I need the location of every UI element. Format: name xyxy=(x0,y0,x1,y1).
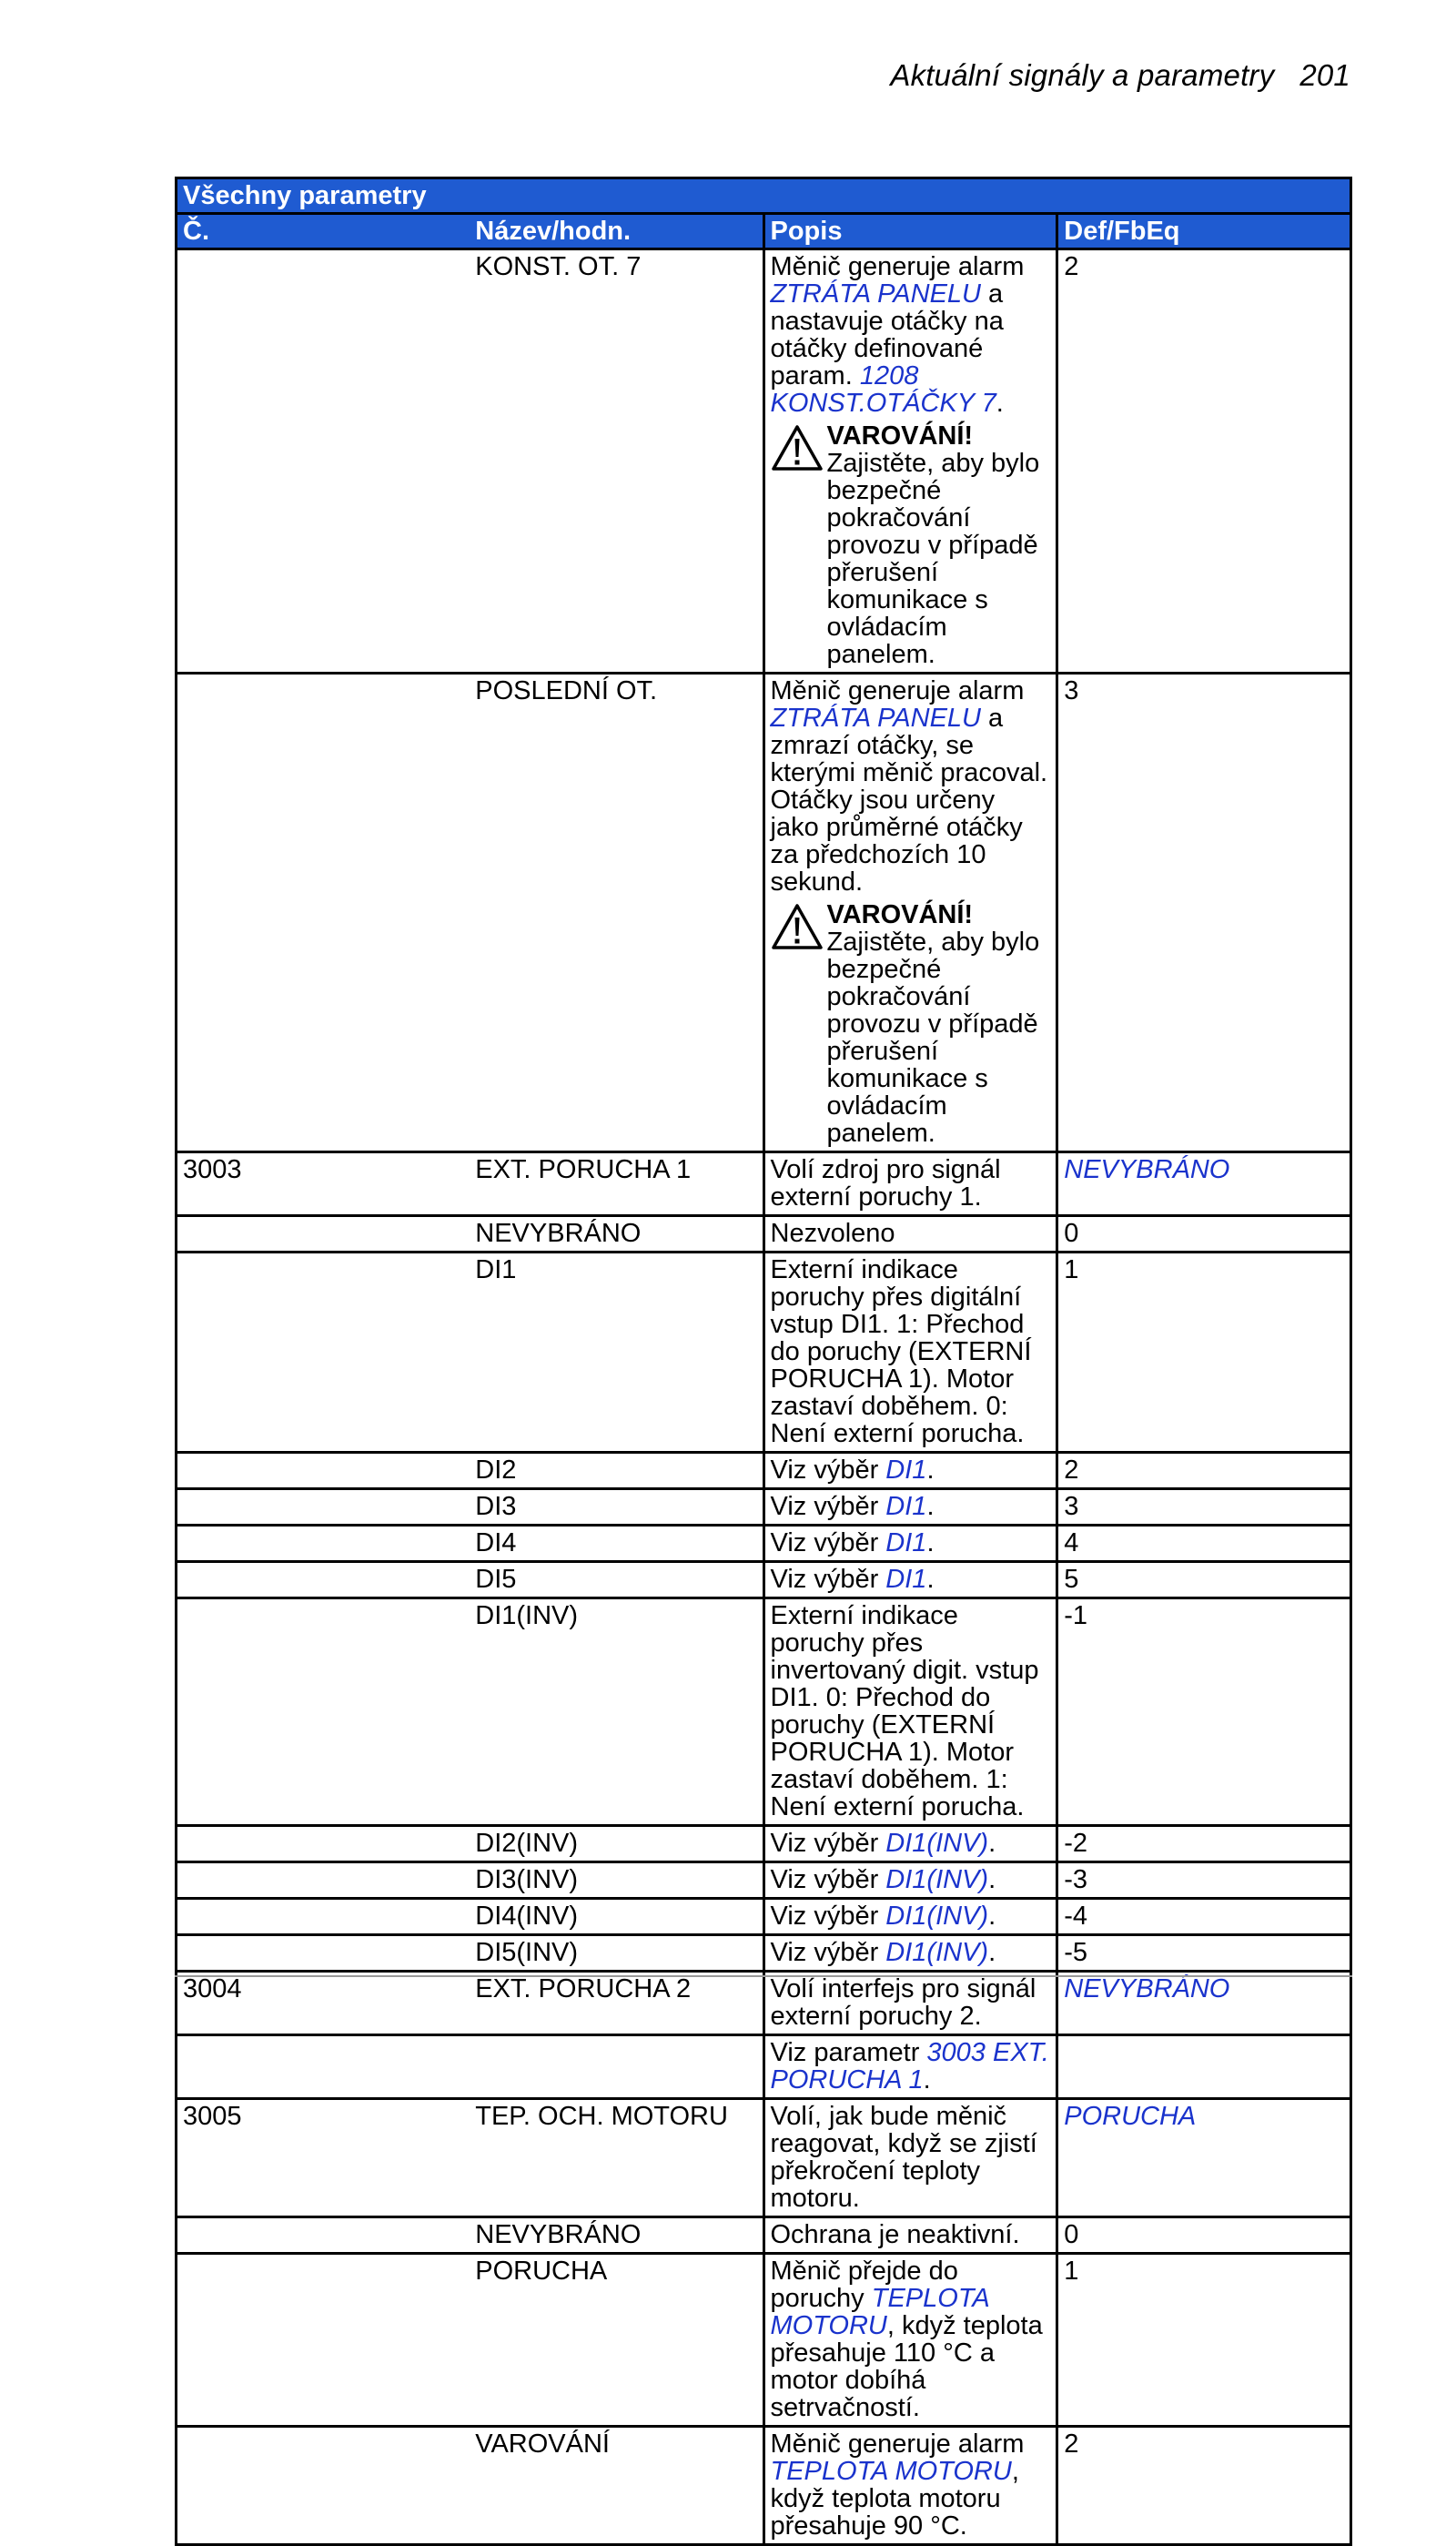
param-name-cell: DI4 xyxy=(470,1526,763,1562)
param-number-cell xyxy=(177,2035,470,2099)
param-number-cell xyxy=(177,1526,470,1562)
description-text: . xyxy=(988,1829,996,1858)
table-title: Všechny parametry xyxy=(177,178,1351,214)
description-text: Měnič generuje alarm xyxy=(770,676,1025,705)
description-text: a nastavuje otáčky na otáčky definované param. xyxy=(770,279,1004,391)
param-description-cell xyxy=(763,1562,1057,1598)
param-description-cell xyxy=(763,1152,1057,1216)
cross-reference-link[interactable]: ZTRÁTA PANELU xyxy=(770,704,981,733)
table-row xyxy=(177,1826,1351,1862)
description-text: . xyxy=(926,1528,935,1557)
param-name-cell: NEVYBRÁNO xyxy=(470,1216,763,1253)
default-value: 1 xyxy=(1064,1255,1079,1284)
page-header xyxy=(890,58,1350,93)
cross-reference-link[interactable]: DI1(INV) xyxy=(885,1902,989,1931)
description-text: Externí indikace poruchy přes invertovaný digit. vstup DI1. 0: Přechod do poruchy (EXTERNÍ PORUCHA 1). Motor zastaví doběhem. 1: Není externí porucha. xyxy=(770,1601,1039,1821)
param-description-cell xyxy=(763,1216,1057,1253)
param-description-cell xyxy=(763,1489,1057,1526)
table-row xyxy=(177,1216,1351,1253)
param-name-cell xyxy=(470,2035,763,2099)
param-description-cell xyxy=(763,249,1057,674)
description-text: Měnič generuje alarm xyxy=(770,2429,1025,2459)
default-value-cell xyxy=(1057,249,1351,674)
default-value: 2 xyxy=(1064,1456,1079,1485)
param-number-cell xyxy=(177,1899,470,1935)
default-value: 2 xyxy=(1064,2429,1079,2459)
cross-reference-link[interactable]: 3003 EXT. PORUCHA 1 xyxy=(770,2038,1049,2095)
default-value-cell xyxy=(1057,1453,1351,1489)
description-text: Viz výběr xyxy=(770,1829,886,1858)
default-value-cell xyxy=(1057,1972,1351,2035)
param-description-cell xyxy=(763,674,1057,1152)
table-row xyxy=(177,1972,1351,2035)
param-number-cell xyxy=(177,2427,470,2545)
description-text: . xyxy=(988,1865,996,1894)
table-row xyxy=(177,2217,1351,2254)
description-text: Ochrana je neaktivní. xyxy=(770,2220,1020,2249)
description-text: Externí indikace poruchy přes digitální vstup DI1. 1: Přechod do poruchy (EXTERNÍ PORUCHA 1). Motor zastaví doběhem. 0: Není externí porucha. xyxy=(770,1255,1032,1448)
table-row xyxy=(177,249,1351,674)
param-number-cell xyxy=(177,1453,470,1489)
warning-text xyxy=(827,901,1051,1147)
description-text: , když teplota přesahuje 110 °C a motor dobíhá setrvačností. xyxy=(770,2311,1043,2422)
cross-reference-link[interactable]: ZTRÁTA PANELU xyxy=(770,279,981,309)
cross-reference-link[interactable]: DI1 xyxy=(885,1456,927,1485)
param-name-cell: EXT. PORUCHA 1 xyxy=(470,1152,763,1216)
table-row xyxy=(177,1253,1351,1453)
default-value-cell xyxy=(1057,674,1351,1152)
table-row xyxy=(177,1562,1351,1598)
table-row xyxy=(177,2254,1351,2427)
default-value: 0 xyxy=(1064,1219,1079,1248)
warning-label: VAROVÁNÍ! xyxy=(826,421,974,451)
param-description-cell xyxy=(763,1453,1057,1489)
description-text: Volí, jak bude měnič reagovat, když se zjistí překročení teploty motoru. xyxy=(770,2102,1037,2213)
param-name-cell: DI1(INV) xyxy=(470,1598,763,1826)
cross-reference-link[interactable]: DI1 xyxy=(885,1565,927,1594)
table-row xyxy=(177,2427,1351,2545)
default-value-cell xyxy=(1057,2427,1351,2545)
default-value-cell xyxy=(1057,1253,1351,1453)
warning-note xyxy=(771,422,1051,668)
param-number-cell xyxy=(177,1216,470,1253)
param-number-cell xyxy=(177,1862,470,1899)
param-name-cell: NEVYBRÁNO xyxy=(470,2217,763,2254)
param-description-cell xyxy=(763,1935,1057,1972)
param-description-cell xyxy=(763,2035,1057,2099)
warning-triangle-icon xyxy=(771,424,824,472)
description-text: Viz výběr xyxy=(770,1492,886,1521)
table-row xyxy=(177,1598,1351,1826)
warning-body: Zajistěte, aby bylo bezpečné pokračování provozu v případě přerušení komunikace s ovládacím panelem. xyxy=(826,449,1040,669)
default-value: 1 xyxy=(1064,2257,1079,2286)
description-text: Viz výběr xyxy=(770,1938,886,1967)
default-value-cell xyxy=(1057,1526,1351,1562)
param-description-cell xyxy=(763,1598,1057,1826)
param-name-cell: DI5(INV) xyxy=(470,1935,763,1972)
param-description-cell xyxy=(763,2254,1057,2427)
default-value-cell xyxy=(1057,1862,1351,1899)
description-text: Viz výběr xyxy=(770,1865,886,1894)
table-row xyxy=(177,1152,1351,1216)
warning-body: Zajistěte, aby bylo bezpečné pokračování provozu v případě přerušení komunikace s ovládacím panelem. xyxy=(826,928,1040,1148)
description-text: . xyxy=(996,389,1004,418)
param-number-cell xyxy=(177,1598,470,1826)
default-value: 3 xyxy=(1064,1492,1079,1521)
default-value: -2 xyxy=(1064,1829,1088,1858)
table-row xyxy=(177,1453,1351,1489)
cross-reference-link[interactable]: TEPLOTA MOTORU xyxy=(770,2457,1012,2486)
description-text: . xyxy=(988,1938,996,1967)
default-value: -1 xyxy=(1064,1601,1088,1630)
param-description-cell xyxy=(763,1826,1057,1862)
param-name-cell: DI5 xyxy=(470,1562,763,1598)
param-description-cell xyxy=(763,1526,1057,1562)
description-text: Viz výběr xyxy=(770,1902,886,1931)
cross-reference-link[interactable]: TEPLOTA MOTORU xyxy=(770,2284,989,2340)
table-row xyxy=(177,2035,1351,2099)
param-description-cell xyxy=(763,1862,1057,1899)
cross-reference-link[interactable]: DI1(INV) xyxy=(885,1865,989,1894)
parameters-table xyxy=(175,177,1352,2546)
column-header-name: Název/hodn. xyxy=(470,214,763,249)
description-text: Měnič generuje alarm xyxy=(770,252,1025,281)
table-row xyxy=(177,674,1351,1152)
default-value: -4 xyxy=(1064,1902,1088,1931)
description-text: . xyxy=(926,1565,935,1594)
default-value-cell xyxy=(1057,2254,1351,2427)
param-name-cell: PORUCHA xyxy=(470,2254,763,2427)
default-value: -5 xyxy=(1064,1938,1088,1967)
warning-triangle-icon xyxy=(771,903,824,950)
param-name-cell: DI3(INV) xyxy=(470,1862,763,1899)
param-name-cell: EXT. PORUCHA 2 xyxy=(470,1972,763,2035)
default-value-link[interactable]: PORUCHA xyxy=(1064,2102,1197,2131)
param-name-cell: TEP. OCH. MOTORU xyxy=(470,2099,763,2217)
param-name-cell: VAROVÁNÍ xyxy=(470,2427,763,2545)
page-number: 201 xyxy=(1299,58,1350,92)
footer-divider xyxy=(175,1975,1352,1977)
description-text: Viz výběr xyxy=(770,1565,886,1594)
table-row xyxy=(177,1935,1351,1972)
table-row xyxy=(177,1526,1351,1562)
table-row xyxy=(177,1899,1351,1935)
default-value-cell xyxy=(1057,1826,1351,1862)
cross-reference-link[interactable]: DI1(INV) xyxy=(885,1938,989,1967)
param-number-cell xyxy=(177,1489,470,1526)
description-text: Volí zdroj pro signál externí poruchy 1. xyxy=(770,1155,1001,1212)
param-name-cell: DI4(INV) xyxy=(470,1899,763,1935)
cross-reference-link[interactable]: 1208 KONST.OTÁČKY 7 xyxy=(770,361,996,418)
param-number-cell: 3003 xyxy=(177,1152,470,1216)
table-row xyxy=(177,1862,1351,1899)
column-header-desc: Popis xyxy=(763,214,1057,249)
description-text: Viz výběr xyxy=(770,1456,886,1485)
default-value-cell xyxy=(1057,1598,1351,1826)
default-value: 0 xyxy=(1064,2220,1079,2249)
param-name-cell: DI2 xyxy=(470,1453,763,1489)
default-value-cell xyxy=(1057,1562,1351,1598)
description-text: . xyxy=(926,1492,935,1521)
description-text: . xyxy=(926,1456,935,1485)
cross-reference-link[interactable]: DI1 xyxy=(885,1492,927,1521)
default-value-cell xyxy=(1057,2035,1351,2099)
description-text: Viz výběr xyxy=(770,1528,886,1557)
param-number-cell xyxy=(177,674,470,1152)
default-value-cell xyxy=(1057,2217,1351,2254)
param-name-cell: DI2(INV) xyxy=(470,1826,763,1862)
table-row xyxy=(177,1489,1351,1526)
param-number-cell xyxy=(177,249,470,674)
table-row xyxy=(177,2099,1351,2217)
param-number-cell xyxy=(177,1253,470,1453)
warning-note xyxy=(771,901,1051,1147)
default-value-link[interactable]: NEVYBRÁNO xyxy=(1064,1974,1230,2003)
default-value-cell xyxy=(1057,1216,1351,1253)
default-value: -3 xyxy=(1064,1865,1088,1894)
description-text: Viz parametr xyxy=(770,2038,927,2067)
param-number-cell xyxy=(177,2217,470,2254)
table-body xyxy=(177,249,1351,2545)
param-number-cell: 3004 xyxy=(177,1972,470,2035)
description-text: Nezvoleno xyxy=(770,1219,895,1248)
param-name-cell: DI3 xyxy=(470,1489,763,1526)
param-number-cell xyxy=(177,1935,470,1972)
description-text: . xyxy=(923,2065,931,2095)
column-header-no: Č. xyxy=(177,214,470,249)
default-value-link[interactable]: NEVYBRÁNO xyxy=(1064,1155,1230,1184)
param-number-cell xyxy=(177,2254,470,2427)
param-number-cell xyxy=(177,1562,470,1598)
default-value-cell xyxy=(1057,1489,1351,1526)
param-description-cell xyxy=(763,2217,1057,2254)
page-header-title: Aktuální signály a parametry xyxy=(890,58,1275,92)
default-value-cell xyxy=(1057,2099,1351,2217)
cross-reference-link[interactable]: DI1(INV) xyxy=(885,1829,989,1858)
description-text: Volí interfejs pro signál externí poruchy 2. xyxy=(770,1974,1036,2031)
param-name-cell: DI1 xyxy=(470,1253,763,1453)
warning-label: VAROVÁNÍ! xyxy=(826,900,974,929)
param-name-cell: POSLEDNÍ OT. xyxy=(470,674,763,1152)
default-value-cell xyxy=(1057,1899,1351,1935)
param-name-cell: KONST. OT. 7 xyxy=(470,249,763,674)
default-value: 2 xyxy=(1064,252,1079,281)
description-text: , když teplota motoru přesahuje 90 °C. xyxy=(770,2457,1019,2541)
column-header-def: Def/FbEq xyxy=(1057,214,1351,249)
param-description-cell xyxy=(763,1972,1057,2035)
default-value: 4 xyxy=(1064,1528,1079,1557)
default-value: 3 xyxy=(1064,676,1079,705)
description-text: a zmrazí otáčky, se kterými měnič pracoval. Otáčky jsou určeny jako průměrné otáčky za předchozích 10 sekund. xyxy=(770,704,1048,897)
default-value-cell xyxy=(1057,1935,1351,1972)
cross-reference-link[interactable]: DI1 xyxy=(885,1528,927,1557)
param-description-cell xyxy=(763,2427,1057,2545)
param-number-cell: 3005 xyxy=(177,2099,470,2217)
default-value: 5 xyxy=(1064,1565,1079,1594)
description-text: . xyxy=(988,1902,996,1931)
default-value-cell xyxy=(1057,1152,1351,1216)
warning-text xyxy=(827,422,1051,668)
param-description-cell xyxy=(763,2099,1057,2217)
description-text: Měnič přejde do poruchy xyxy=(770,2257,958,2313)
param-description-cell xyxy=(763,1253,1057,1453)
param-description-cell xyxy=(763,1899,1057,1935)
param-number-cell xyxy=(177,1826,470,1862)
